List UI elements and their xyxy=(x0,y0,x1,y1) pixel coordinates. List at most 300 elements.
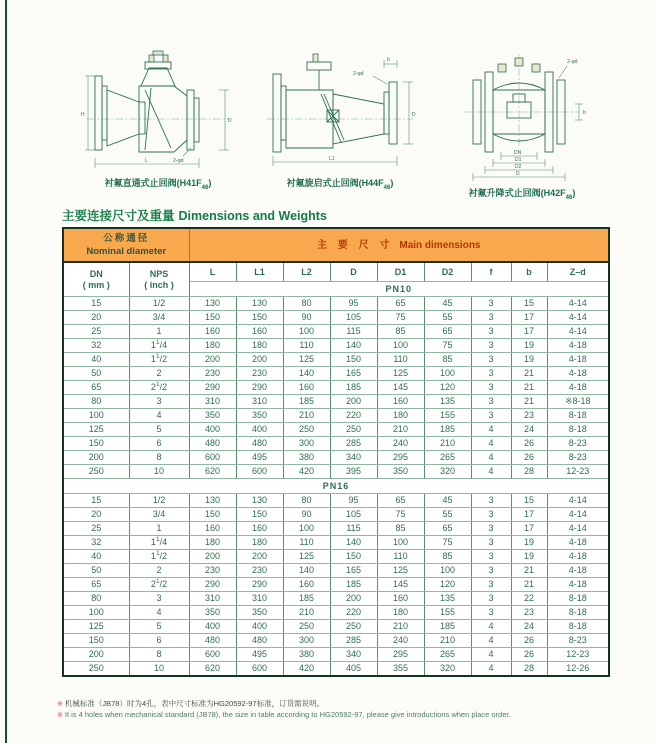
table-cell: 250 xyxy=(63,465,129,479)
table-cell: 4 xyxy=(471,451,511,465)
table-cell: $2^1/2$ xyxy=(129,381,189,395)
table-cell: 24 xyxy=(511,620,547,634)
table-cell: 4-14 xyxy=(547,297,609,311)
table-cell: 350 xyxy=(236,606,283,620)
table-cell: $1^1/2$ xyxy=(129,550,189,564)
table-cell: 290 xyxy=(236,381,283,395)
table-cell: 160 xyxy=(189,522,236,536)
table-cell: 4-14 xyxy=(547,522,609,536)
valve-drawing-h44f xyxy=(260,50,420,201)
table-cell: 220 xyxy=(330,606,377,620)
table-cell: 21 xyxy=(511,564,547,578)
table-cell: 165 xyxy=(330,564,377,578)
table-cell: 130 xyxy=(189,494,236,508)
table-cell: 310 xyxy=(189,395,236,409)
table-cell: 320 xyxy=(424,662,471,677)
table-row xyxy=(63,339,609,353)
table-cell: 28 xyxy=(511,465,547,479)
table-cell: 160 xyxy=(283,381,330,395)
table-row xyxy=(63,592,609,606)
table-cell: 3 xyxy=(471,550,511,564)
table-cell: 350 xyxy=(236,409,283,423)
table-cell: 5 xyxy=(129,423,189,437)
table-cell: 295 xyxy=(377,648,424,662)
table-cell: 250 xyxy=(283,423,330,437)
table-cell: 180 xyxy=(189,536,236,550)
table-row xyxy=(63,311,609,325)
table-cell: 25 xyxy=(63,325,129,339)
table-cell: 620 xyxy=(189,465,236,479)
table-cell: 20 xyxy=(63,311,129,325)
table-cell: 140 xyxy=(283,367,330,381)
footnote-zh: ※ 机械标准（JB78）时为4孔，表中尺寸标准为HG20592-97标准，订货需说明。 xyxy=(57,699,325,708)
table-row xyxy=(63,620,609,634)
valve-drawing-h42f xyxy=(442,50,602,201)
table-row xyxy=(63,367,609,381)
table-cell: 24 xyxy=(511,423,547,437)
table-cell: 230 xyxy=(189,564,236,578)
table-cell: 3 xyxy=(471,522,511,536)
dim-label-b: b xyxy=(583,110,586,116)
table-cell: 4 xyxy=(471,423,511,437)
table-cell: 1/2 xyxy=(129,297,189,311)
table-row xyxy=(63,536,609,550)
table-cell: 75 xyxy=(377,311,424,325)
table-cell: 140 xyxy=(330,536,377,550)
table-cell: 8 xyxy=(129,648,189,662)
table-cell: 250 xyxy=(283,620,330,634)
table-cell: 210 xyxy=(424,634,471,648)
table-cell: 19 xyxy=(511,550,547,564)
table-cell: 32 xyxy=(63,339,129,353)
table-cell: 1 xyxy=(129,325,189,339)
table-cell: 17 xyxy=(511,508,547,522)
table-cell: 200 xyxy=(236,550,283,564)
table-cell: 28 xyxy=(511,662,547,677)
table-cell: ※8-18 xyxy=(547,395,609,409)
table-cell: 17 xyxy=(511,311,547,325)
table-cell: $1^1/2$ xyxy=(129,353,189,367)
table-cell: 19 xyxy=(511,339,547,353)
dimensions-table xyxy=(62,227,610,677)
dim-label-h: H xyxy=(81,112,85,118)
table-cell: 95 xyxy=(330,297,377,311)
table-row xyxy=(63,395,609,409)
table-cell: 110 xyxy=(283,339,330,353)
table-header-row-2 xyxy=(63,262,609,282)
table-cell: 250 xyxy=(63,662,129,677)
dim-label-d1: D1 xyxy=(515,157,522,163)
table-cell: 240 xyxy=(377,437,424,451)
table-cell: 4 xyxy=(471,620,511,634)
table-cell: 3 xyxy=(471,592,511,606)
table-cell: 420 xyxy=(283,465,330,479)
table-row xyxy=(63,508,609,522)
table-cell: 620 xyxy=(189,662,236,677)
table-cell: 23 xyxy=(511,409,547,423)
table-cell: 125 xyxy=(283,353,330,367)
table-cell: 405 xyxy=(330,662,377,677)
table-cell: 15 xyxy=(511,494,547,508)
table-cell: 8-18 xyxy=(547,423,609,437)
table-cell: 8-23 xyxy=(547,437,609,451)
table-cell: 185 xyxy=(330,578,377,592)
table-cell: 5 xyxy=(129,620,189,634)
table-cell: 200 xyxy=(330,395,377,409)
table-row xyxy=(63,550,609,564)
table-cell: 4-18 xyxy=(547,353,609,367)
table-cell: 100 xyxy=(63,409,129,423)
table-cell: 85 xyxy=(377,325,424,339)
table-cell: 160 xyxy=(236,522,283,536)
table-header-row-1 xyxy=(63,228,609,262)
table-cell: 290 xyxy=(189,578,236,592)
table-cell: 19 xyxy=(511,536,547,550)
table-cell: 80 xyxy=(63,592,129,606)
table-cell: 230 xyxy=(189,367,236,381)
table-cell: 180 xyxy=(377,606,424,620)
table-cell: 4 xyxy=(471,634,511,648)
dim-label-d: D xyxy=(228,118,232,124)
table-cell: 400 xyxy=(189,423,236,437)
table-cell: 340 xyxy=(330,648,377,662)
table-cell: 4-18 xyxy=(547,564,609,578)
table-cell: 85 xyxy=(424,550,471,564)
table-cell: 130 xyxy=(236,297,283,311)
table-cell: 160 xyxy=(189,325,236,339)
table-cell: 285 xyxy=(330,437,377,451)
table-cell: 3 xyxy=(471,564,511,578)
table-cell: 8-23 xyxy=(547,451,609,465)
table-cell: 240 xyxy=(377,634,424,648)
table-cell: 110 xyxy=(377,353,424,367)
table-cell: 150 xyxy=(330,353,377,367)
table-row xyxy=(63,451,609,465)
table-cell: 8-18 xyxy=(547,606,609,620)
table-cell: 21 xyxy=(511,381,547,395)
table-cell: 12-23 xyxy=(547,465,609,479)
table-cell: 12-23 xyxy=(547,648,609,662)
table-row xyxy=(63,353,609,367)
table-cell: 21 xyxy=(511,578,547,592)
table-cell: 85 xyxy=(377,522,424,536)
table-cell: 400 xyxy=(236,620,283,634)
footnote-bullet-icon: ※ xyxy=(57,712,63,719)
table-cell: 250 xyxy=(330,620,377,634)
table-cell: 8-18 xyxy=(547,592,609,606)
dn-column-header: DN ( mm ) xyxy=(63,262,129,297)
table-cell: 21 xyxy=(511,367,547,381)
table-cell: 4-18 xyxy=(547,381,609,395)
dim-label-dn: DN xyxy=(514,150,522,156)
table-cell: 40 xyxy=(63,550,129,564)
main-dimensions-header: 主 要 尺 寸 Main dimensions xyxy=(189,228,609,262)
table-row xyxy=(63,297,609,311)
table-cell: 230 xyxy=(236,367,283,381)
table-cell: 180 xyxy=(236,339,283,353)
table-cell: 3 xyxy=(471,494,511,508)
table-cell: 55 xyxy=(424,311,471,325)
table-cell: 150 xyxy=(189,311,236,325)
table-cell: 185 xyxy=(424,423,471,437)
table-cell: 480 xyxy=(189,437,236,451)
col-header-L1: L1 xyxy=(236,262,283,282)
table-cell: 4 xyxy=(471,465,511,479)
table-row xyxy=(63,465,609,479)
table-cell: 400 xyxy=(236,423,283,437)
table-cell: $1^1/4$ xyxy=(129,536,189,550)
table-cell: 185 xyxy=(283,592,330,606)
table-cell: 4-18 xyxy=(547,536,609,550)
col-header-f: f xyxy=(471,262,511,282)
pn-section-label: PN10 xyxy=(189,282,609,297)
table-cell: 140 xyxy=(283,564,330,578)
table-cell: 125 xyxy=(377,367,424,381)
table-cell: 90 xyxy=(283,508,330,522)
dim-label-l: L xyxy=(145,158,148,164)
table-cell: 4-18 xyxy=(547,367,609,381)
table-cell: 1 xyxy=(129,522,189,536)
dim-label-bolt-holes: 2-φd xyxy=(173,158,184,164)
table-cell: 75 xyxy=(377,508,424,522)
table-cell: 80 xyxy=(283,494,330,508)
table-cell: $2^1/2$ xyxy=(129,578,189,592)
dim-label-bolt-holes: 2-φd xyxy=(567,59,578,65)
table-row xyxy=(63,564,609,578)
table-cell: 115 xyxy=(330,522,377,536)
table-cell: 85 xyxy=(424,353,471,367)
table-cell: 310 xyxy=(236,592,283,606)
table-cell: 20 xyxy=(63,508,129,522)
footnotes xyxy=(57,699,511,721)
table-cell: 300 xyxy=(283,437,330,451)
table-cell: 65 xyxy=(424,325,471,339)
table-cell: $1^1/4$ xyxy=(129,339,189,353)
table-cell: 130 xyxy=(189,297,236,311)
table-cell: 3 xyxy=(471,297,511,311)
table-cell: 290 xyxy=(189,381,236,395)
table-cell: 3 xyxy=(471,395,511,409)
table-cell: 3 xyxy=(471,508,511,522)
table-cell: 160 xyxy=(236,325,283,339)
table-cell: 45 xyxy=(424,494,471,508)
table-cell: 340 xyxy=(330,451,377,465)
table-cell: 50 xyxy=(63,367,129,381)
table-cell: 105 xyxy=(330,311,377,325)
table-cell: 185 xyxy=(330,381,377,395)
table-cell: 75 xyxy=(424,536,471,550)
page-left-rule xyxy=(5,0,7,743)
table-cell: 100 xyxy=(424,367,471,381)
nominal-diameter-header: 公称通径 Nominal diameter xyxy=(63,228,189,262)
table-cell: 15 xyxy=(63,297,129,311)
table-cell: 180 xyxy=(189,339,236,353)
table-row xyxy=(63,381,609,395)
table-cell: 55 xyxy=(424,508,471,522)
table-cell: 3 xyxy=(471,409,511,423)
table-cell: 100 xyxy=(283,325,330,339)
table-cell: 495 xyxy=(236,648,283,662)
table-cell: 320 xyxy=(424,465,471,479)
table-cell: 160 xyxy=(377,592,424,606)
col-header-D: D xyxy=(330,262,377,282)
table-row xyxy=(63,437,609,451)
table-cell: 25 xyxy=(63,522,129,536)
table-cell: 400 xyxy=(189,620,236,634)
table-cell: 480 xyxy=(189,634,236,648)
table-cell: 100 xyxy=(63,606,129,620)
table-cell: 26 xyxy=(511,634,547,648)
table-cell: 3 xyxy=(471,367,511,381)
table-cell: 150 xyxy=(330,550,377,564)
table-cell: 600 xyxy=(236,465,283,479)
col-header-L: L xyxy=(189,262,236,282)
table-row xyxy=(63,325,609,339)
table-row xyxy=(63,648,609,662)
table-cell: 200 xyxy=(189,353,236,367)
pn-section-band-row xyxy=(63,479,609,494)
table-cell: 165 xyxy=(330,367,377,381)
table-cell: 495 xyxy=(236,451,283,465)
table-cell: 100 xyxy=(377,339,424,353)
table-cell: 15 xyxy=(63,494,129,508)
table-row xyxy=(63,662,609,677)
table-cell: 95 xyxy=(330,494,377,508)
table-cell: 8 xyxy=(129,451,189,465)
table-cell: 380 xyxy=(283,648,330,662)
table-row xyxy=(63,423,609,437)
table-cell: 355 xyxy=(377,662,424,677)
table-cell: 8-23 xyxy=(547,634,609,648)
table-cell: 135 xyxy=(424,592,471,606)
table-cell: 100 xyxy=(377,536,424,550)
table-cell: 17 xyxy=(511,522,547,536)
col-header-Zd: Z–d xyxy=(547,262,609,282)
valve-cross-section-h44f-image xyxy=(261,50,419,172)
dimensions-table-wrap xyxy=(62,227,610,677)
footnote-bullet-icon: ※ xyxy=(57,701,63,708)
table-cell: 150 xyxy=(189,508,236,522)
table-cell: 65 xyxy=(63,578,129,592)
table-cell: 45 xyxy=(424,297,471,311)
table-cell: 200 xyxy=(63,451,129,465)
table-cell: 135 xyxy=(424,395,471,409)
table-cell: 3 xyxy=(471,536,511,550)
footnote-en: ※ It is 4 holes when mechanical standard (JB78), the size in table according to HG20592-97, please give introductions when place order. xyxy=(57,710,511,719)
table-cell: 4 xyxy=(471,662,511,677)
table-row xyxy=(63,494,609,508)
table-cell: 2 xyxy=(129,367,189,381)
table-cell: 10 xyxy=(129,662,189,677)
table-cell: 120 xyxy=(424,381,471,395)
table-cell: 21 xyxy=(511,395,547,409)
dim-label-l1: L1 xyxy=(329,156,335,162)
table-cell: 130 xyxy=(236,494,283,508)
table-cell: 350 xyxy=(189,606,236,620)
table-cell: 125 xyxy=(63,423,129,437)
table-cell: 10 xyxy=(129,465,189,479)
table-cell: 65 xyxy=(377,494,424,508)
table-cell: 3 xyxy=(471,578,511,592)
nps-column-header: NPS ( inch ) xyxy=(129,262,189,297)
table-cell: 210 xyxy=(283,409,330,423)
table-row xyxy=(63,606,609,620)
table-cell: 150 xyxy=(63,437,129,451)
table-cell: 4-14 xyxy=(547,494,609,508)
table-cell: 155 xyxy=(424,606,471,620)
table-cell: 110 xyxy=(377,550,424,564)
table-cell: 200 xyxy=(236,353,283,367)
table-cell: 125 xyxy=(377,564,424,578)
table-cell: 200 xyxy=(330,592,377,606)
table-cell: 4 xyxy=(129,409,189,423)
table-cell: 420 xyxy=(283,662,330,677)
table-row xyxy=(63,634,609,648)
table-cell: 600 xyxy=(189,451,236,465)
table-cell: 150 xyxy=(236,508,283,522)
table-cell: 250 xyxy=(330,423,377,437)
table-cell: 32 xyxy=(63,536,129,550)
table-cell: 210 xyxy=(377,423,424,437)
table-cell: 265 xyxy=(424,648,471,662)
table-cell: 480 xyxy=(236,437,283,451)
table-cell: 395 xyxy=(330,465,377,479)
table-cell: 295 xyxy=(377,451,424,465)
table-cell: 140 xyxy=(330,339,377,353)
table-cell: 65 xyxy=(424,522,471,536)
dim-label-d: D xyxy=(516,171,520,177)
table-cell: 110 xyxy=(283,536,330,550)
table-cell: 4-18 xyxy=(547,550,609,564)
table-cell: 210 xyxy=(424,437,471,451)
col-header-L2: L2 xyxy=(283,262,330,282)
table-cell: 105 xyxy=(330,508,377,522)
table-cell: 4-14 xyxy=(547,508,609,522)
table-cell: 600 xyxy=(189,648,236,662)
table-cell: 12-26 xyxy=(547,662,609,677)
table-cell: 4 xyxy=(129,606,189,620)
valve-caption-h41f: 衬氟直通式止回阀$(H41F_{46})$ xyxy=(104,178,212,191)
table-cell: 210 xyxy=(283,606,330,620)
table-cell: 1/2 xyxy=(129,494,189,508)
table-cell: 145 xyxy=(377,381,424,395)
table-cell: 310 xyxy=(236,395,283,409)
table-cell: 4-18 xyxy=(547,339,609,353)
table-cell: 40 xyxy=(63,353,129,367)
table-row xyxy=(63,578,609,592)
col-header-b: b xyxy=(511,262,547,282)
table-cell: 3/4 xyxy=(129,508,189,522)
table-cell: 65 xyxy=(377,297,424,311)
pn-section-label: PN16 xyxy=(63,479,609,494)
table-cell: 6 xyxy=(129,634,189,648)
table-row xyxy=(63,522,609,536)
table-cell: 145 xyxy=(377,578,424,592)
table-cell: 17 xyxy=(511,325,547,339)
table-cell: 4 xyxy=(471,648,511,662)
table-cell: 290 xyxy=(236,578,283,592)
table-cell: 300 xyxy=(283,634,330,648)
table-cell: 600 xyxy=(236,662,283,677)
table-cell: 75 xyxy=(424,339,471,353)
table-cell: 26 xyxy=(511,437,547,451)
table-cell: 3 xyxy=(471,606,511,620)
table-cell: 125 xyxy=(63,620,129,634)
table-cell: 120 xyxy=(424,578,471,592)
table-cell: 3 xyxy=(471,353,511,367)
table-cell: 155 xyxy=(424,409,471,423)
table-cell: 50 xyxy=(63,564,129,578)
